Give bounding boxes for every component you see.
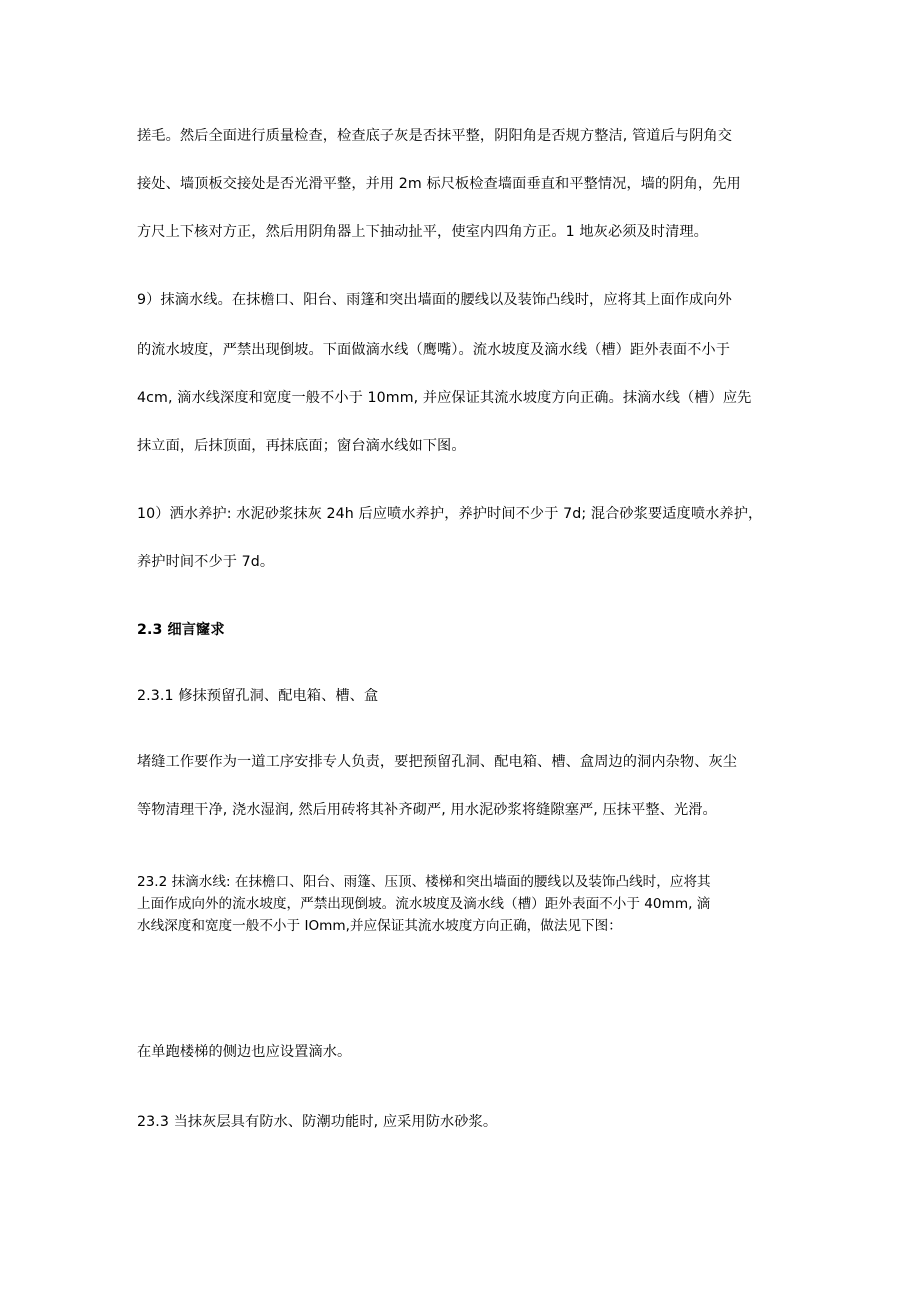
paragraph-curing-line-2: 养护时间不少于 7d。 xyxy=(137,554,275,570)
paragraph-sealing-line-1: 堵缝工作要作为一道工序安排专人负责，要把预留孔洞、配电箱、槽、盒周边的洞内杂物、灰尘 xyxy=(137,754,738,770)
paragraph-23-2-line-1: 23.2 抹滴水线: 在抹檐口、阳台、雨篷、压顶、楼梯和突出墙面的腰线以及装饰凸线时，应将其 xyxy=(137,874,711,890)
paragraph-drip-line-line-4: 抹立面，后抹顶面，再抹底面；窗台滴水线如下图。 xyxy=(137,438,466,454)
subsection-heading-2-3-1: 2.3.1 修抹预留孔洞、配电箱、槽、盒 xyxy=(137,688,379,704)
paragraph-drip-line-line-2: 的流水坡度，严禁出现倒坡。下面做滴水线（鹰嘴）。流水坡度及滴水线（槽）距外表面不小于 xyxy=(137,342,730,358)
paragraph-23-2-line-2: 上面作成向外的流水坡度，严禁出现倒坡。流水坡度及滴水线（槽）距外表面不小于 40mm, 滴 xyxy=(137,896,711,912)
paragraph-quality-check-line-2: 接处、墙顶板交接处是否光滑平整，并用 2m 标尺板检查墙面垂直和平整情况，墙的阴角，先用 xyxy=(137,176,741,192)
figure-placeholder xyxy=(137,948,787,1028)
paragraph-sealing-line-2: 等物清理干净, 浇水湿润, 然后用砖将其补齐砌严, 用水泥砂浆将缝隙塞严, 压抹平整、光滑。 xyxy=(137,802,717,818)
paragraph-drip-line-line-3: 4cm, 滴水线深度和宽度一般不小于 10mm, 并应保证其流水坡度方向正确。抹滴水线（槽）应先 xyxy=(137,390,752,406)
paragraph-curing-line-1: 10）洒水养护: 水泥砂浆抹灰 24h 后应喷水养护，养护时间不少于 7d; 混合砂浆要适度喷水养护， xyxy=(137,506,763,522)
section-heading-2-3: 2.3 细言窿求 xyxy=(137,622,225,638)
paragraph-23-2-line-3: 水线深度和宽度一般不小于 IOmm,并应保证其流水坡度方向正确，做法见下图： xyxy=(137,918,622,934)
paragraph-quality-check-line-1: 搓毛。然后全面进行质量检查，检查底子灰是否抹平整，阴阳角是否规方整洁, 管道后与阴角交 xyxy=(137,128,733,144)
paragraph-drip-line-line-1: 9）抹滴水线。在抹檐口、阳台、雨篷和突出墙面的腰线以及装饰凸线时，应将其上面作成向外 xyxy=(137,292,732,308)
paragraph-stair-drip: 在单跑楼梯的侧边也应设置滴水。 xyxy=(137,1044,352,1060)
paragraph-23-3: 23.3 当抹灰层具有防水、防潮功能时, 应采用防水砂浆。 xyxy=(137,1114,498,1130)
paragraph-quality-check-line-3: 方尺上下核对方正，然后用阴角器上下抽动扯平，使室内四角方正。1 地灰必须及时清理。 xyxy=(137,224,708,240)
